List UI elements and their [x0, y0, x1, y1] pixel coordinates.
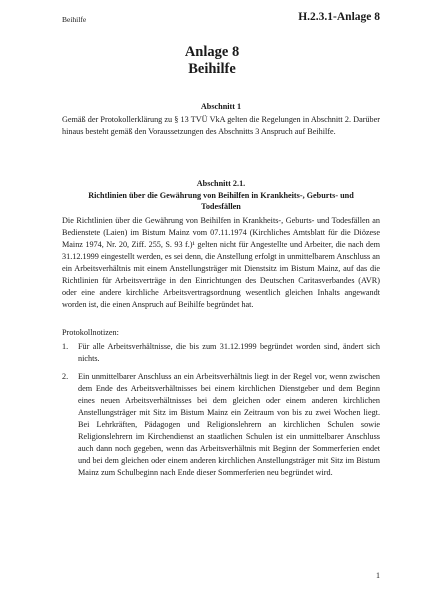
list-item-text: Ein unmittelbarer Anschluss an ein Arbeitsverhältnis liegt in der Regel vor, wenn zwischen dem Ende des Arbeitsverhältnisses bei einem kirchlichen Dienstgeber und dem Beginn eines neuen Arbeitsverhältnisses bei dem gleichen oder einem anderen kirchlichen Anstellungsträger mit Sitz im Bistum Mainz ein Zeitraum von bis zu zwei Wochen liegt. Bei Lehrkräften, Pädagogen und Religionslehrern an kirchlichen Schulen sowie Religionslehrern im Kirchendienst an staatlichen Schulen ist ein unmittelbarer Anschluss auch dann noch gegeben, wenn das Arbeitsverhältnis mit Beginn der Sommerferien endet und bei dem gleichen oder einem anderen kirchlichen Anstellungsträger mit Sitz im Bistum Mainz zum Schulbeginn nach Ende dieser Sommerferien neu begründet wird.: [78, 372, 380, 477]
page-number: 1: [376, 571, 380, 580]
running-header-left: Beihilfe: [62, 15, 87, 24]
title-line-2: Beihilfe: [188, 61, 236, 77]
list-item: [62, 371, 380, 479]
list-item-number: 2.: [62, 372, 69, 381]
protocol-notes-list: [62, 341, 380, 479]
list-item: [62, 341, 380, 365]
section-2-1-heading: Abschnitt 2.1.: [196, 179, 246, 188]
list-item-number: 1.: [62, 342, 69, 351]
section-2-1-subheading: [62, 190, 380, 212]
list-item-text: Für alle Arbeitsverhältnisse, die bis zum 31.12.1999 begründet worden sind, ändert sich nichts.: [78, 342, 380, 363]
title-line-1: Anlage 8: [184, 44, 240, 60]
section-1-heading: Abschnitt 1: [200, 102, 242, 111]
section-1-paragraph: Gemäß der Protokollerklärung zu § 13 TVÜ VkA gelten die Regelungen in Abschnitt 2. Darüber hinaus besteht gemäß den Voraussetzungen des Abschnitts 3 Anspruch auf Beihilfe.: [62, 115, 380, 136]
subheading-line-2: Todesfällen: [201, 202, 241, 211]
protocol-notes-label: Protokollnotizen:: [62, 328, 119, 337]
section-2-1-paragraph: Die Richtlinien über die Gewährung von Beihilfen in Krankheits-, Geburts- und Todesfällen an Bedienstete (Laien) im Bistum Mainz vom 07.11.1974 (Kirchliches Amtsblatt für die Diözese Mainz 1974, Nr. 20, Ziff. 255, S. 93 f.)¹ gelten nicht für Angestellte und Arbeiter, die nach dem 31.12.1999 eingestellt werden, es sei denn, die Anstellung erfolgt in unmittelbarem Anschluss an ein Arbeitsverhältnis mit einem Anstellungsträger mit Dienstsitz im Bistum Mainz, auf das die Richtlinien für Arbeitsverträge in den Einrichtungen des Deutschen Caritasverbandes (AVR) oder eine andere kirchliche Arbeitsvertragsordnung wesentlich gleichen Inhalts angewandt worden ist, die einen Anspruch auf Beihilfe begründet hat.: [62, 216, 380, 309]
running-header-right: H.2.3.1-Anlage 8: [298, 11, 380, 23]
page-title: [0, 44, 424, 78]
subheading-line-1: Richtlinien über die Gewährung von Beihilfen in Krankheits-, Geburts- und: [88, 191, 354, 200]
